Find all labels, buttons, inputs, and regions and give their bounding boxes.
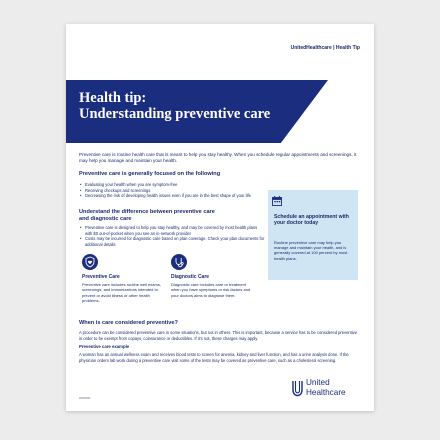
diagnostic-care-title: Diagnostic Care (171, 274, 210, 280)
focus-heading: Preventive care is generally focused on the following (79, 171, 221, 177)
when-heading: When is care considered preventive? (79, 320, 178, 326)
u-mark-icon (292, 379, 303, 397)
sidebar-title: Schedule an appointment with your doctor today (274, 214, 349, 227)
unitedhealthcare-logo (292, 378, 364, 400)
difference-heading (79, 209, 264, 223)
intro-paragraph: Preventive care is routine health care that is meant to help you stay healthy. When you schedule regular appointments and screenings, it may help you manage and maintain your health. (79, 152, 357, 164)
focus-list (79, 182, 260, 199)
difference-heading-line-1: Understand the difference between preventive care (79, 209, 215, 215)
difference-list (79, 225, 265, 247)
list-item: • Costs may be incurred for diagnostic care based on plan coverage. Check your plan documents for additional details (85, 236, 265, 247)
logo-line-1: United (306, 378, 330, 387)
when-body: A procedure can be considered preventive care in some situations, but not in others. This is important, because a service has to be considered preventive in order to be exempt from copays, coinsurance or deductibles. If it’s not, these charges may apply. (79, 330, 358, 341)
difference-heading-line-2: and diagnostic care (79, 216, 132, 222)
sidebar-body: Routine preventive care may help you manage and maintain your health, and is generally covered at 100 percent by most health plans. (274, 240, 348, 261)
header-brand-tag: UnitedHealthcare | Health Tip (290, 45, 360, 51)
diagnostic-care-body: Diagnostic care includes care or treatment when you have symptoms or risk factors and your doctors aims to diagnose them. (171, 282, 251, 298)
shield-heart-icon (82, 254, 98, 270)
document-page (66, 24, 374, 411)
stethoscope-icon (171, 254, 187, 270)
logo-wordmark (306, 378, 346, 397)
page-title (79, 90, 309, 122)
list-item: • Evaluating your health when you are symptom-free (85, 182, 260, 188)
list-item: • Decreasing the risk of developing health issues even if you are in the best shape of your life (85, 193, 260, 199)
example-heading: Preventive care example (79, 344, 130, 349)
preventive-care-body: Preventive care includes routine well exams, screenings, and immunizations intended to prevent or avoid illness or other health problems. (82, 282, 161, 304)
list-item: • Receiving checkups and screenings (85, 188, 260, 194)
list-item: • Preventive care is designed to help you stay healthy, and may be covered by most health plans with $0 out-of-pocket when you see an in-network provider (85, 225, 265, 236)
logo-line-2: Healthcare (306, 387, 346, 397)
footer-code: WF0000 (79, 396, 91, 400)
example-body: A woman has an annual wellness exam and receives blood tests to screen for anemia, kidney and liver function, and has a urine analysis done. If the physician orders lab work during a preventive care visit some of the tests may be covered as preventive care, such as a cholesterol screening. (79, 352, 349, 363)
calendar-icon (272, 196, 282, 206)
preventive-care-title: Preventive Care (82, 274, 120, 280)
title-line-1: Health tip: (79, 90, 147, 106)
title-line-2: Understanding preventive care (79, 106, 271, 122)
